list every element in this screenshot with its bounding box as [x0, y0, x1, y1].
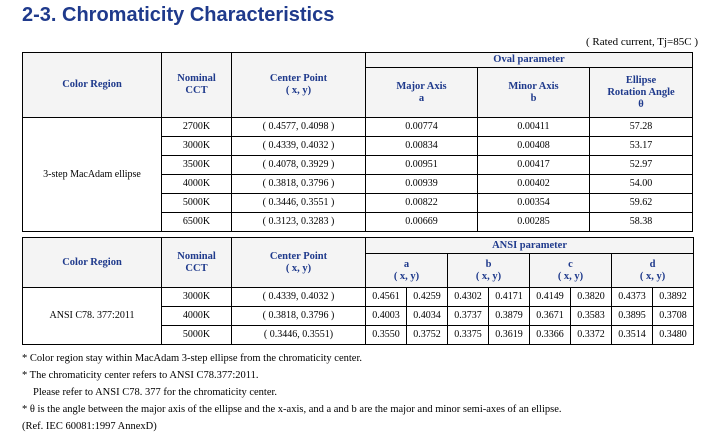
minor-axis-cell: 0.00408: [478, 137, 590, 156]
ansi-value-cell: 0.3737: [448, 307, 489, 326]
ansi-value-cell: 0.3895: [612, 307, 653, 326]
footnote: Please refer to ANSI C78. 377 for the chromaticity center.: [33, 387, 278, 398]
cct-cell: 6500K: [162, 213, 232, 232]
minor-axis-cell: 0.00411: [478, 118, 590, 137]
header-color-region: Color Region: [23, 53, 162, 118]
color-region-cell: 3-step MacAdam ellipse: [23, 118, 162, 232]
ansi-value-cell: 0.4003: [366, 307, 407, 326]
header-nominal-cct: Nominal CCT: [162, 238, 232, 288]
minor-axis-cell: 0.00402: [478, 175, 590, 194]
rotation-angle-cell: 52.97: [590, 156, 693, 175]
minor-axis-cell: 0.00354: [478, 194, 590, 213]
center-point-cell: ( 0.4339, 0.4032 ): [232, 137, 366, 156]
ansi-value-cell: 0.3480: [653, 326, 694, 345]
center-point-cell: ( 0.4577, 0.4098 ): [232, 118, 366, 137]
ansi-value-cell: 0.3820: [571, 288, 612, 307]
footnote: * Color region stay within MacAdam 3-step ellipse from the chromaticity center.: [22, 353, 362, 364]
rotation-angle-cell: 54.00: [590, 175, 693, 194]
cct-cell: 5000K: [162, 326, 232, 345]
ansi-value-cell: 0.4259: [407, 288, 448, 307]
ansi-value-cell: 0.3671: [530, 307, 571, 326]
rated-condition: ( Rated current, Tj=85C ): [586, 36, 698, 48]
header-point-b: b ( x, y): [448, 254, 530, 288]
footnotes: [22, 350, 561, 435]
major-axis-cell: 0.00834: [366, 137, 478, 156]
ansi-value-cell: 0.4034: [407, 307, 448, 326]
page-title: 2-3. Chromaticity Characteristics: [22, 4, 335, 26]
center-point-cell: ( 0.4078, 0.3929 ): [232, 156, 366, 175]
ansi-value-cell: 0.3892: [653, 288, 694, 307]
header-ansi-parameter: ANSI parameter: [366, 238, 694, 254]
ansi-value-cell: 0.3372: [571, 326, 612, 345]
rotation-angle-cell: 57.28: [590, 118, 693, 137]
header-point-a: a ( x, y): [366, 254, 448, 288]
header-color-region: Color Region: [23, 238, 162, 288]
header-minor-axis: Minor Axis b: [478, 68, 590, 118]
table-row: [23, 288, 694, 307]
cct-cell: 3000K: [162, 137, 232, 156]
ansi-value-cell: 0.3375: [448, 326, 489, 345]
footnote: (Ref. IEC 60081:1997 AnnexD): [22, 421, 157, 432]
ansi-value-cell: 0.3583: [571, 307, 612, 326]
ansi-value-cell: 0.3879: [489, 307, 530, 326]
major-axis-cell: 0.00774: [366, 118, 478, 137]
header-point-c: c ( x, y): [530, 254, 612, 288]
rotation-angle-cell: 58.38: [590, 213, 693, 232]
footnote: * The chromaticity center refers to ANSI C78.377:2011.: [22, 370, 259, 381]
center-point-cell: ( 0.3123, 0.3283 ): [232, 213, 366, 232]
rotation-angle-cell: 59.62: [590, 194, 693, 213]
rotation-angle-cell: 53.17: [590, 137, 693, 156]
header-oval-parameter: Oval parameter: [366, 53, 693, 68]
ansi-table: [22, 237, 694, 345]
header-center-point: Center Point ( x, y): [232, 238, 366, 288]
footnote: * θ is the angle between the major axis of the ellipse and the x-axis, and a and b are the major and minor semi-axes of an ellipse.: [22, 404, 562, 415]
cct-cell: 4000K: [162, 307, 232, 326]
major-axis-cell: 0.00822: [366, 194, 478, 213]
header-rotation-angle: Ellipse Rotation Angle θ: [590, 68, 693, 118]
center-point-cell: ( 0.4339, 0.4032 ): [232, 288, 366, 307]
table-row: [23, 118, 693, 137]
center-point-cell: ( 0.3446, 0.3551 ): [232, 194, 366, 213]
major-axis-cell: 0.00939: [366, 175, 478, 194]
minor-axis-cell: 0.00417: [478, 156, 590, 175]
color-region-cell: ANSI C78. 377:2011: [23, 288, 162, 345]
cct-cell: 3500K: [162, 156, 232, 175]
cct-cell: 3000K: [162, 288, 232, 307]
ansi-value-cell: 0.4302: [448, 288, 489, 307]
ansi-value-cell: 0.3550: [366, 326, 407, 345]
header-center-point: Center Point ( x, y): [232, 53, 366, 118]
ansi-value-cell: 0.3708: [653, 307, 694, 326]
ansi-value-cell: 0.4561: [366, 288, 407, 307]
center-point-cell: ( 0.3818, 0.3796 ): [232, 307, 366, 326]
header-major-axis: Major Axis a: [366, 68, 478, 118]
major-axis-cell: 0.00669: [366, 213, 478, 232]
header-point-d: d ( x, y): [612, 254, 694, 288]
cct-cell: 5000K: [162, 194, 232, 213]
ansi-value-cell: 0.3752: [407, 326, 448, 345]
ansi-value-cell: 0.3619: [489, 326, 530, 345]
ansi-value-cell: 0.3514: [612, 326, 653, 345]
header-nominal-cct: Nominal CCT: [162, 53, 232, 118]
ansi-value-cell: 0.4373: [612, 288, 653, 307]
ansi-value-cell: 0.3366: [530, 326, 571, 345]
cct-cell: 4000K: [162, 175, 232, 194]
major-axis-cell: 0.00951: [366, 156, 478, 175]
macadam-table: [22, 52, 693, 232]
ansi-value-cell: 0.4171: [489, 288, 530, 307]
ansi-value-cell: 0.4149: [530, 288, 571, 307]
center-point-cell: ( 0.3446, 0.3551): [232, 326, 366, 345]
minor-axis-cell: 0.00285: [478, 213, 590, 232]
cct-cell: 2700K: [162, 118, 232, 137]
center-point-cell: ( 0.3818, 0.3796 ): [232, 175, 366, 194]
